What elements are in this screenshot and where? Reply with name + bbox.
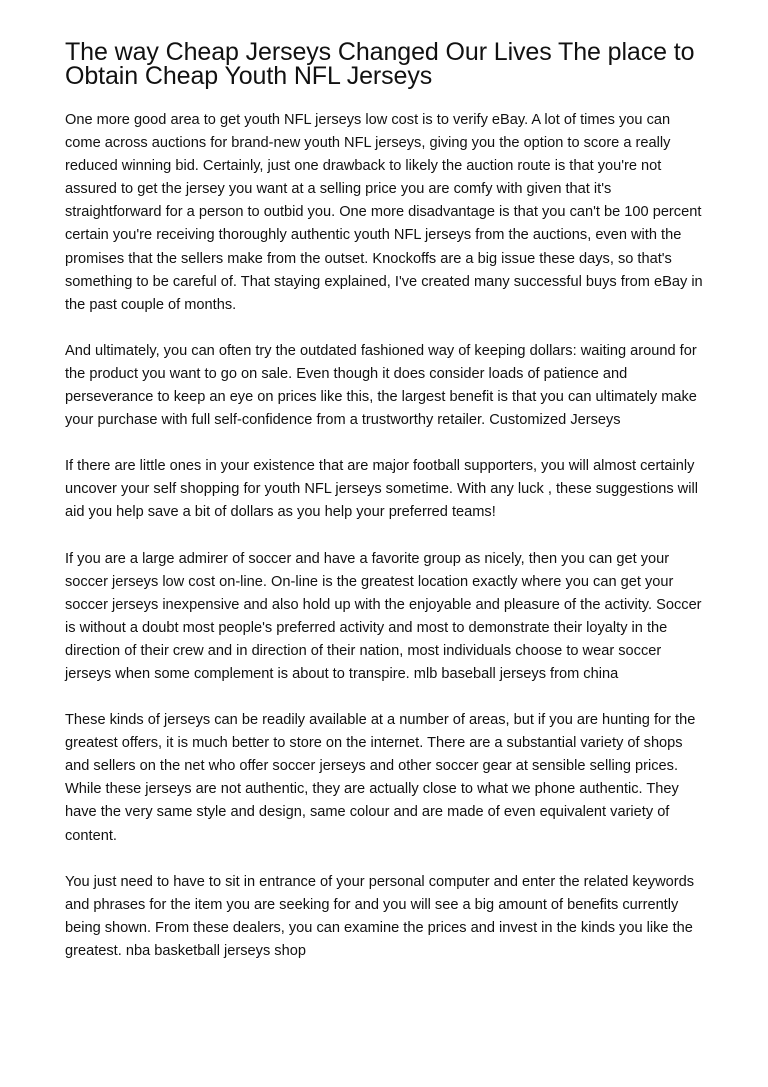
paragraph-availability: These kinds of jerseys can be readily available at a number of areas, but if you are hunting for the greatest offers, it is much better to store on the internet. There are a substantial variety of shops and sellers on the net who offer soccer jerseys and other soccer gear at sensible selling prices. While these jerseys are not authentic, they are actually close to what we phone authentic. They have the very same style and design, same colour and are made of even equivalent variety of content. [65, 712, 696, 844]
paragraph-soccer: If you are a large admirer of soccer and have a favorite group as nicely, then you can get your soccer jerseys low cost on-line. On-line is the greatest location exactly where you can get your soccer jerseys inexpensive and also hold up with the enjoyable and pleasure of the activity. Soccer is without a doubt most people's preferred activity and most to demonstrate their loyalty in the direction of their crew and in direction of their nation, most individuals choose to wear soccer jerseys when some complement is about to transpire. mlb baseball jerseys from china [65, 550, 702, 682]
paragraph-sale: And ultimately, you can often try the outdated fashioned way of keeping dollars: waiting around for the product you want to go on sale. Even though it does consider loads of patience and perseverance to keep an eye on prices like this, the largest benefit is that you can ultimately make your purchase with full self-confidence from a trustworthy retailer. Customized Jerseys [65, 342, 697, 429]
paragraph-little-ones: If there are little ones in your existence that are major football supporters, you will almost certainly uncover your self shopping for youth NFL jerseys sometime. With any luck , these suggestions will aid you help save a bit of dollars as you help your preferred teams! [65, 458, 698, 521]
page-title: The way Cheap Jerseys Changed Our Lives The place to Obtain Cheap Youth NFL Jerseys [65, 38, 695, 90]
paragraph-ebay: One more good area to get youth NFL jerseys low cost is to verify eBay. A lot of times you can come across auctions for brand-new youth NFL jerseys, giving you the option to score a really reduced winning bid. Certainly, just one drawback to likely the auction route is that you're not assured to get the jersey you want at a selling price you are comfy with given that it's straightforward for a person to outbid you. One more disadvantage is that you can't be 100 percent certain you're receiving thoroughly authentic youth NFL jerseys from the auctions, even with the promises that the sellers make from the outset. Knockoffs are a big issue these days, so that's something to be careful of. That staying explained, I've created many successful buys from eBay in the past couple of months. [65, 112, 703, 313]
paragraph-computer: You just need to have to sit in entrance of your personal computer and enter the related keywords and phrases for the item you are seeking for and you will see a big amount of benefits currently being shown. From these dealers, you can examine the prices and invest in the kinds you like the greatest. nba basketball jerseys shop [65, 873, 694, 959]
